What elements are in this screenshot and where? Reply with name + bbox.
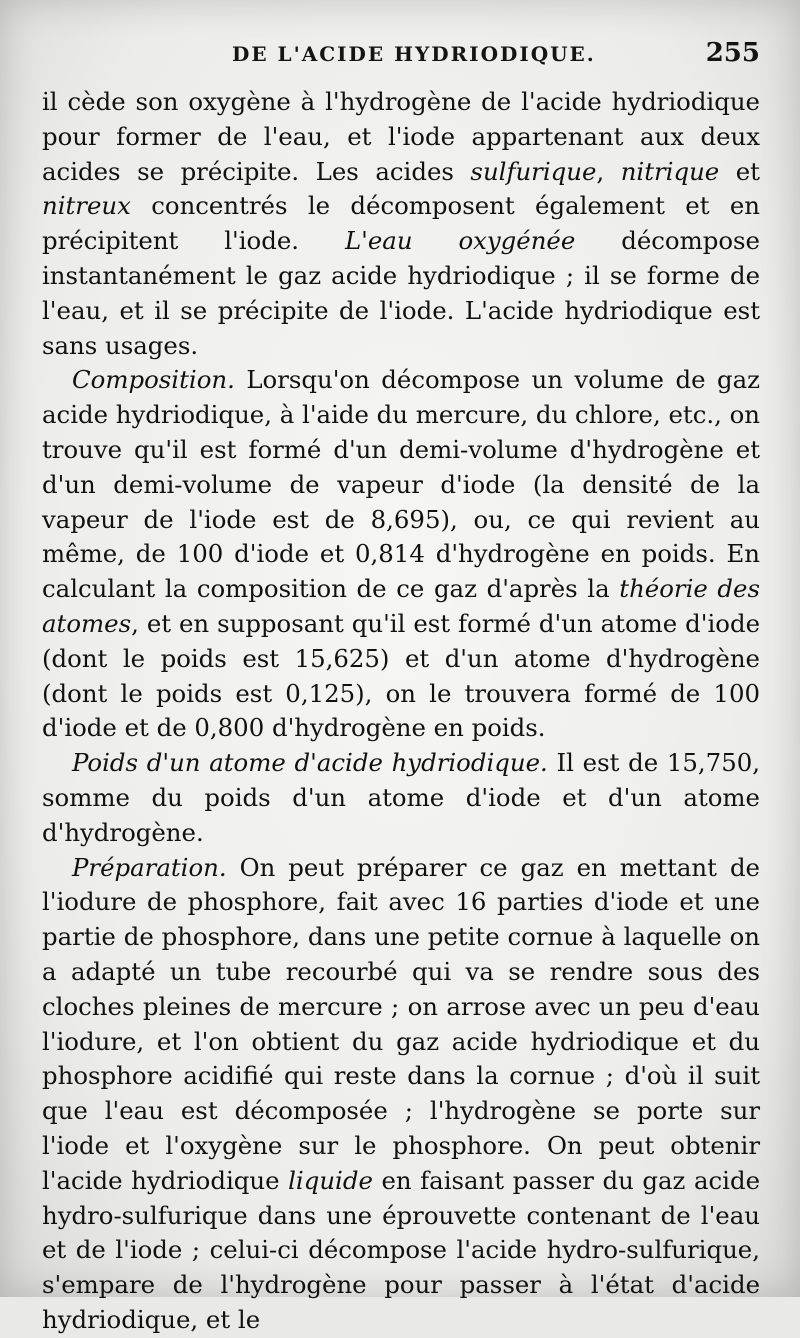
- italic-term: nitreux: [42, 191, 131, 221]
- text-run: Il est de 15,750, somme du poids d'un atome d'iode et d'un atome d'hydrogène.: [42, 748, 760, 847]
- italic-term: liquide: [288, 1165, 373, 1195]
- body-text: [42, 85, 760, 1338]
- page-header: [42, 38, 760, 78]
- italic-term: Préparation.: [72, 852, 227, 882]
- text-run: décompose instantanément le gaz acide hydriodique ; il se forme de l'eau, et il se précipite de l'iode. L'acide hydriodique est sans usages.: [42, 226, 760, 360]
- text-run: , et en supposant qu'il est formé d'un atome d'iode (dont le poids est 15,625) et d'un atome d'hydrogène (dont le poids est 0,125), on le trouvera formé de 100 d'iode et de 0,800 d'hydrogène en poids.: [42, 608, 760, 743]
- paragraph-atomic-weight: [42, 746, 760, 850]
- paragraph-preparation: [42, 851, 760, 1338]
- text-run: Lorsqu'on décompose un volume de gaz acide hydriodique, à l'aide du mercure, du chlore, etc., on trouve qu'il est formé d'un demi-volume d'hydrogène et d'un demi-volume de vapeur d'iode (la densité de la vapeur de l'iode est de 8,695), ou, ce qui revient au même, de 100 d'iode et 0,814 d'hydrogène en poids. En calculant la composition de ce gaz d'après la: [42, 365, 761, 604]
- paragraph-continuation: [42, 85, 760, 363]
- italic-term: Composition.: [72, 365, 235, 395]
- italic-term: nitrique: [620, 156, 720, 186]
- text-run: concentrés le décomposent également et en précipitent l'iode.: [42, 191, 760, 256]
- italic-term: sulfurique: [470, 156, 597, 186]
- text-run: On peut préparer ce gaz en mettant de l'iodure de phosphore, fait avec 16 parties d'iode et une partie de phosphore, dans une petite cornue à laquelle on a adapté un tube recourbé qui va se rendre sous des cloches pleines de mercure ; on arrose avec un peu d'eau l'iodure, et l'on obtient du gaz acide hydriodique et du phosphore acidifié qui reste dans la cornue ; d'où il suit que l'eau est décomposée ; l'hydrogène se porte sur l'iode et l'oxygène sur le phosphore. On peut obtenir l'acide hydriodique: [42, 852, 760, 1195]
- italic-term: théorie des atomes: [42, 574, 761, 638]
- page-number: 255: [705, 38, 760, 68]
- text-run: ,: [596, 156, 621, 186]
- text-run: en faisant passer du gaz acide hydro-sulfurique dans une éprouvette contenant de l'eau et de l'iode ; celui-ci décompose l'acide hydro-sulfurique, s'empare de l'hydrogène pour passer à l'état d'acide hydriodique, et le: [42, 1165, 761, 1334]
- paragraph-composition: [42, 363, 760, 746]
- text-run: il cède son oxygène à l'hydrogène de l'acide hydriodique pour former de l'eau, et l'iode appartenant aux deux acides se précipite. Les acides: [42, 87, 760, 186]
- running-title: DE L'ACIDE HYDRIODIQUE.: [232, 42, 596, 66]
- italic-term: Poids d'un atome d'acide hydriodique.: [72, 748, 548, 778]
- italic-term: L'eau oxygénée: [344, 226, 576, 256]
- text-run: et: [719, 156, 760, 186]
